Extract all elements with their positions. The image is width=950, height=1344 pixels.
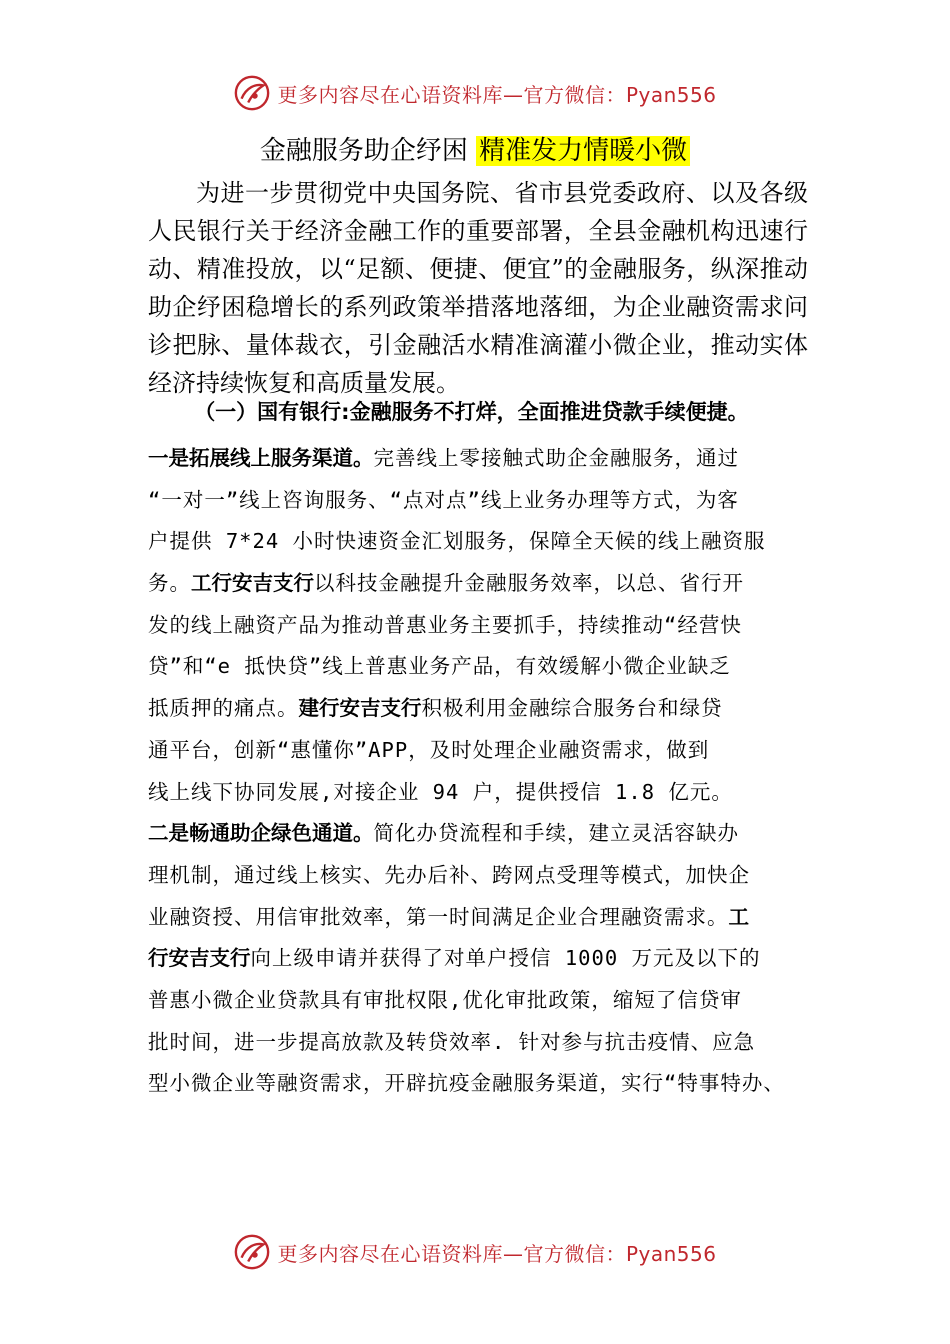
body-line: 理机制，通过线上核实、先办后补、跨网点受理等模式，加快企 [148,862,750,887]
body-line [148,688,808,730]
title-main: 金融服务助企纾困 [259,136,468,166]
body-line: 批时间，进一步提高放款及转贷效率. 针对参与抗击疫情、应急 [148,1029,756,1054]
body-line: “一对一”线上咨询服务、“点对点”线上业务办理等方式，为客 [148,487,739,512]
brand-logo-icon [233,1233,271,1271]
body-line-text: 向上级申请并获得了对单户授信 1000 万元及以下的 [250,946,761,971]
bank-name: 工行安吉支行 [191,571,314,596]
header-brand [0,73,950,113]
body-line [148,813,808,855]
body-line-text: 抵质押的痛点。 [148,696,299,721]
section-heading: （一）国有银行:金融服务不打烊，全面推进贷款手续便捷。 [194,400,749,424]
document-title [0,134,950,168]
point-one-heading: 一是拓展线上服务渠道。 [148,446,374,470]
body-line-text: 简化办贷流程和手续，建立灵活容缺办 [373,821,739,846]
body-line: 通平台，创新“惠懂你”APP，及时处理企业融资需求，做到 [148,737,710,762]
body-line: 型小微企业等融资需求，开辟抗疫金融服务渠道，实行“特事特办、 [148,1071,785,1096]
body-line-text: 业融资授、用信审批效率，第一时间满足企业合理融资需求。 [148,904,729,929]
lead-paragraph-block [148,174,808,402]
bank-name: 行安吉支行 [148,946,251,971]
body-line [148,438,808,480]
body-line [148,938,808,980]
point-two-heading: 二是畅通助企绿色通道。 [148,821,374,846]
footer-brand [0,1232,950,1272]
body-line: 普惠小微企业贷款具有审批权限,优化审批政策，缩短了信贷审 [148,987,742,1012]
footer-brand-text: 更多内容尽在心语资料库—官方微信：Pyan556 [277,1241,717,1266]
lead-paragraph: 为进一步贯彻党中央国务院、省市县党委政府、以及各级人民银行关于经济金融工作的重要部署，全县金融机构迅速行动、精准投放，以“足额、便捷、便宜”的金融服务，纵深推动助企纾困稳增长的系列政策举措落地落细，为企业融资需求问诊把脉、量体裁衣，引金融活水精准滴灌小微企业，推动实体经济持续恢复和高质量发展。 [148,179,808,397]
body-line: 户提供 7*24 小时快速资金汇划服务，保障全天候的线上融资服 [148,529,766,554]
body-line-text: 积极利用金融综合服务台和绿贷 [421,696,723,721]
body-line-text: 完善线上零接触式助企金融服务，通过 [373,446,739,470]
body-text [148,438,808,1105]
title-highlight: 精准发力情暖小微 [476,136,690,166]
bank-name: 建行安吉支行 [298,696,422,721]
body-line [148,897,808,939]
body-line [148,563,808,605]
header-brand-text: 更多内容尽在心语资料库—官方微信：Pyan556 [277,82,717,107]
body-line-text: 务。 [148,571,191,596]
body-line: 贷”和“e 抵快贷”线上普惠业务产品，有效缓解小微企业缺乏 [148,654,731,679]
body-line: 线上线下协同发展,对接企业 94 户，提供授信 1.8 亿元。 [148,779,733,804]
body-line: 发的线上融资产品为推动普惠业务主要抓手，持续推动“经营快 [148,612,742,637]
bank-name: 工 [728,904,749,929]
body-line-text: 以科技金融提升金融服务效率，以总、省行开 [314,571,744,596]
brand-logo-icon [233,74,271,112]
